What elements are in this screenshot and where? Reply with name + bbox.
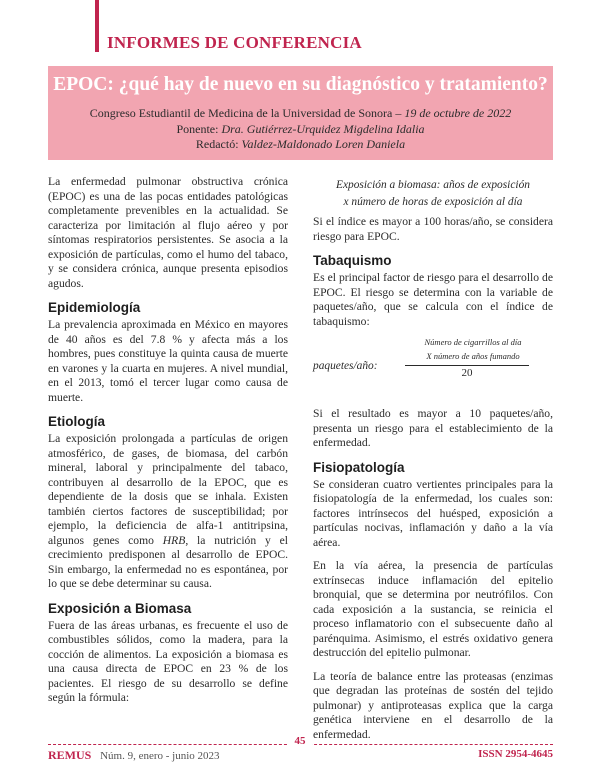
formula-biomasa (313, 177, 553, 211)
heading-epidemiologia: Epidemiología (48, 300, 141, 315)
title-box (48, 66, 553, 160)
article-meta (48, 106, 553, 153)
article-title: EPOC: ¿qué hay de nuevo en su diagnóstico y tratamiento? (53, 74, 548, 95)
formula-biomasa-line2: x número de horas de exposición al día (343, 196, 523, 208)
fisio-paragraph-3: La teoría de balance entre las proteasas (enzimas que degradan las proteínas de sostén del tejido pulmonar) y antiproteasas explica que la carga genética interviene en el desarrollo de la enfermedad. (313, 669, 553, 741)
intro-paragraph: La enfermedad pulmonar obstructiva crónica (EPOC) es una de las pocas entidades patológicas completamente prevenibles en la actualidad. Se caracteriza por limitación al flujo aéreo y por síntomas respiratorios persistentes. Se asocia a la exposición de partículas, como el humo del tabaco, y se considera crónica, aunque presenta episodios agudos. (48, 175, 288, 290)
formula-paq-label: paquetes/año: (313, 360, 378, 372)
section-title: INFORMES DE CONFERENCIA (107, 33, 362, 52)
footer-issn: ISSN 2954-4645 (478, 748, 553, 760)
biomasa-paragraph: Fuera de las áreas urbanas, es frecuente el uso de combustibles sólidos, como la madera, para la cocción de alimentos. La exposición a biomasa es una causa directa de EPOC en 23 % de los pacientes. El riesgo de su desarrollo se define según la fórmula: (48, 618, 288, 704)
formula-paq-numerator-2: X número de años fumando (426, 351, 520, 361)
etiologia-paragraph (48, 432, 288, 592)
footer-brand: REMUS (48, 748, 92, 762)
formula-paq-numerator-1: Número de cigarrillos al día (424, 337, 522, 347)
formula-biomasa-line1: Exposición a biomasa: años de exposición (336, 179, 530, 191)
right-column (313, 175, 553, 742)
fisio-paragraph-1: Se consideran cuatro vertientes principales para la fisiopatología de la enfermedad, los cuales son: factores intrínsecos del huésped, exposición a partículas nocivas, inflamación y daño a la vía aérea. (313, 477, 553, 549)
etiologia-text-1: La exposición prolongada a partículas de origen atmosférico, de gases, de biomasa, del carbón mineral, laboral y principalmente del tabaco, contribuyen al desarrollo de la EPOC, que es dependiente de la dosis que se inhala. Existen también ciertos factores de susceptibilidad; por ejemplo, la deficiencia de alfa-1 antitripsina, algunos genes como (48, 432, 288, 547)
heading-biomasa: Exposición a Biomasa (48, 600, 192, 616)
writer-name: Valdez-Maldonado Loren Daniela (241, 137, 406, 151)
fisio-paragraph-2: En la vía aérea, la presencia de partículas extrínsecas induce inflamación del epitelio bronquial, que se determina por neutrófilos. Con cada exposición a la sustancia, se reinicia el proceso inflamatorio con el subsecuente daño al parénquima. Asimismo, el estrés oxidativo genera destrucción del epitelio pulmonar. (313, 559, 553, 659)
writer-line (48, 137, 553, 153)
footer-issue: Núm. 9, enero - junio 2023 (100, 750, 220, 762)
biomasa-risk-paragraph: Si el índice es mayor a 100 horas/año, se considera riesgo para EPOC. (313, 215, 553, 243)
etiologia-gene: HRB (162, 533, 186, 547)
tabaquismo-paragraph: Es el principal factor de riesgo para el desarrollo de EPOC. El riesgo se determina con la variable de paquetes/año, que se calcula con el índice de tabaquismo: (313, 271, 553, 328)
speaker-line (48, 122, 553, 138)
heading-fisiopatologia: Fisiopatología (313, 459, 405, 475)
etiologia-text-2: , la nutrición y el crecimiento predisponen al desarrollo de EPOC. Sin embargo, la enfermedad no es espontánea, por lo que se debe determinar su causa. (48, 533, 288, 590)
footer-journal (48, 748, 220, 763)
formula-fraction-bar (405, 365, 529, 366)
formula-paq-denominator: 20 (461, 367, 473, 379)
heading-etiologia: Etiología (48, 414, 105, 429)
speaker-name: Dra. Gutiérrez-Urquidez Migdelina Idalia (221, 121, 425, 136)
tabaquismo-risk-paragraph: Si el resultado es mayor a 10 paquetes/año, presenta un riesgo para el establecimiento de la enfermedad. (313, 407, 553, 449)
congress-date: 19 de octubre de 2022 (404, 106, 512, 120)
speaker-label: Ponente: (176, 121, 219, 136)
congress-name: Congreso Estudiantil de Medicina de la Universidad de Sonora – (89, 106, 402, 120)
heading-tabaquismo: Tabaquismo (313, 253, 392, 268)
header-accent-bar (95, 0, 99, 52)
congress-line (48, 106, 553, 122)
epidemiologia-paragraph: La prevalencia aproximada en México en mayores de 40 años es del 7.8 % y afecta más a los hombres, pues constituye la quinta causa de muerte en varones y la cuarta en mujeres. A nivel mundial, en el 2013, tomó el tercer lugar como causa de muerte. (48, 318, 288, 404)
left-column (48, 175, 288, 706)
formula-paquetes (313, 337, 553, 397)
page-number: 45 (288, 735, 312, 747)
writer-label: Redactó: (195, 137, 239, 151)
